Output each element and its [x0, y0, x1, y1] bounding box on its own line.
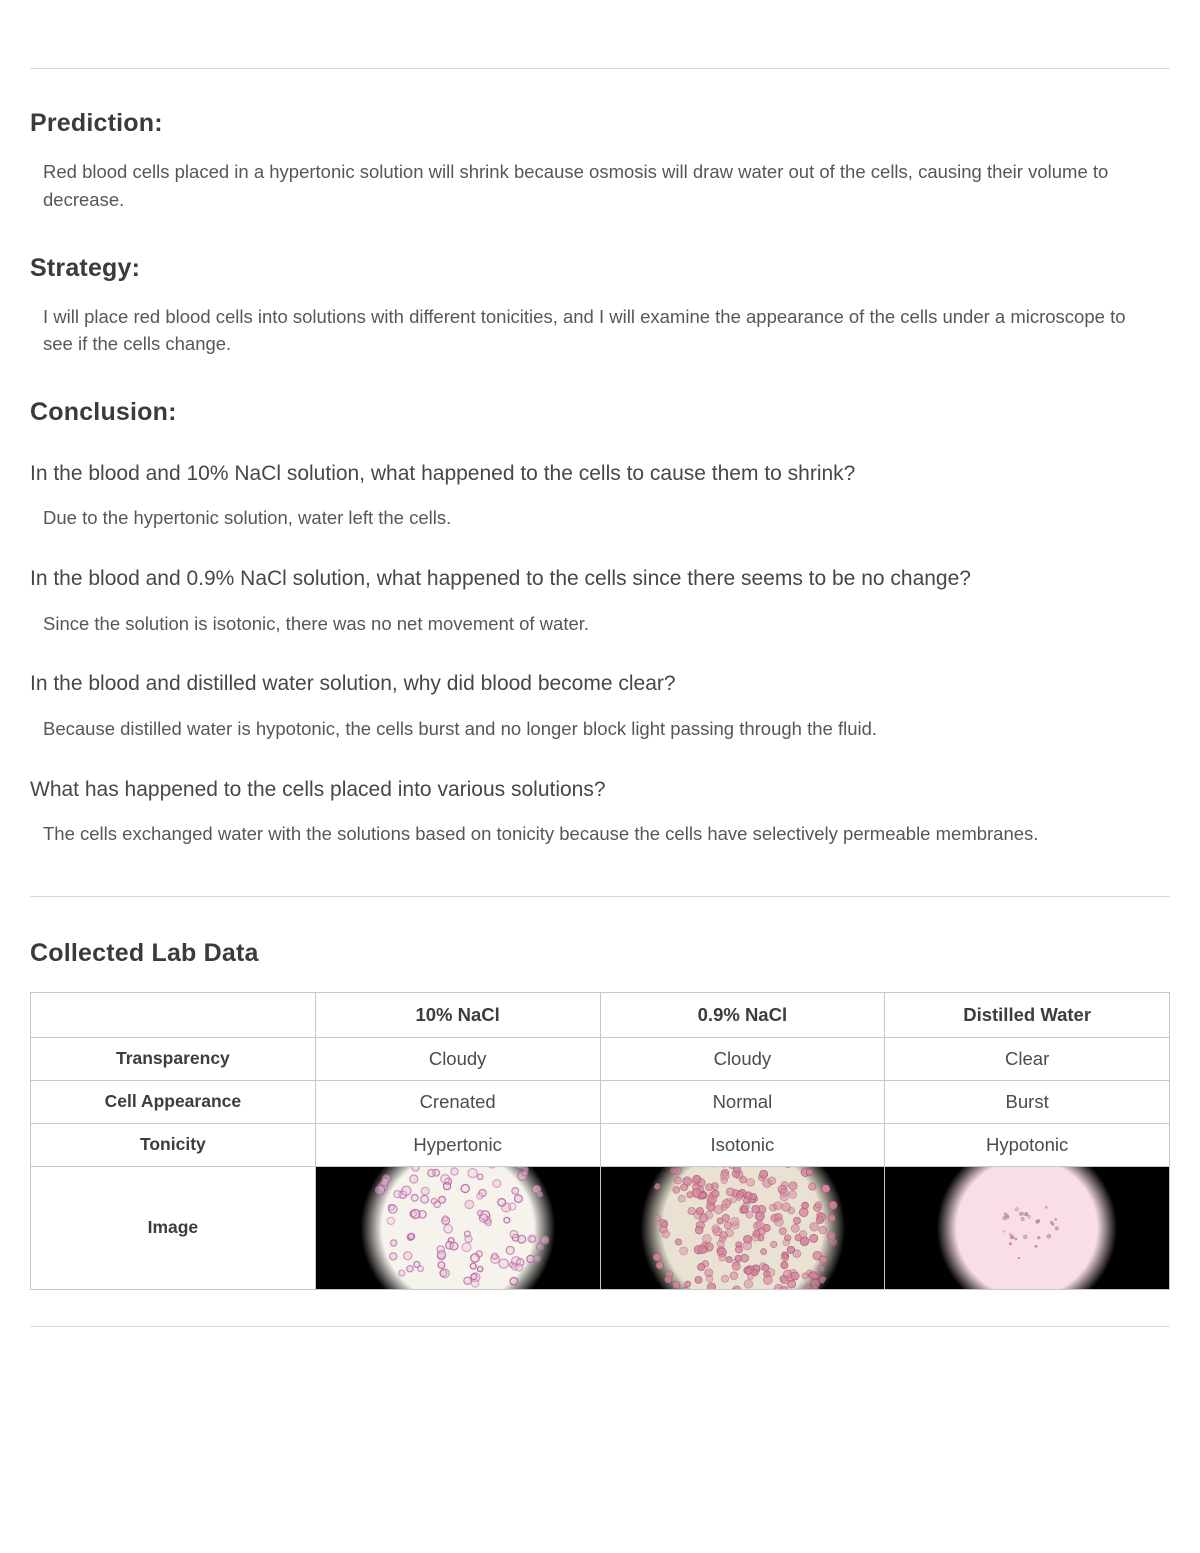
answer-1: Due to the hypertonic solution, water left the cells. [43, 507, 452, 529]
question-4: What has happened to the cells placed into various solutions? [30, 777, 606, 801]
tonicity-09-nacl: Isotonic [600, 1123, 885, 1166]
table-row-image [31, 1166, 1170, 1289]
qa-item-1 [30, 459, 1170, 532]
section-prediction [30, 109, 1170, 214]
qa-item-3 [30, 669, 1170, 742]
question-1: In the blood and 10% NaCl solution, what happened to the cells to cause them to shrink? [30, 462, 856, 485]
qa-item-4 [30, 775, 1170, 848]
col-header-09-nacl: 0.9% NaCl [600, 992, 885, 1037]
row-label-image: Image [31, 1166, 316, 1289]
section-strategy [30, 254, 1170, 359]
microscope-image-10-nacl [315, 1166, 600, 1289]
table-row-cell-appearance [31, 1080, 1170, 1123]
answer-3: Because distilled water is hypotonic, the cells burst and no longer block light passing through the fluid. [43, 717, 878, 739]
table-header-row [31, 992, 1170, 1037]
conclusion-heading: Conclusion: [30, 398, 177, 426]
col-header-distilled-water: Distilled Water [885, 992, 1170, 1037]
row-label-transparency: Transparency [31, 1037, 316, 1080]
strategy-text: I will place red blood cells into solutions with different tonicities, and I will examine the appearance of the cells under a microscope to see if the cells change. [43, 305, 1126, 355]
question-2: In the blood and 0.9% NaCl solution, what happened to the cells since there seems to be no change? [30, 567, 971, 591]
tonicity-10-nacl: Hypertonic [315, 1123, 600, 1166]
cell-appearance-09-nacl: Normal [600, 1080, 885, 1123]
question-3: In the blood and distilled water solution, why did blood become clear? [30, 672, 676, 696]
prediction-text: Red blood cells placed in a hypertonic solution will shrink because osmosis will draw water out of the cells, causing their volume to decrease. [43, 161, 1109, 210]
row-label-tonicity: Tonicity [31, 1123, 316, 1166]
col-header-blank [31, 992, 316, 1037]
transparency-10-nacl: Cloudy [315, 1037, 600, 1080]
section-collected-lab-data [30, 939, 1170, 1290]
answer-2: Since the solution is isotonic, there was no net movement of water. [43, 612, 590, 634]
col-header-10-nacl: 10% NaCl [315, 992, 600, 1037]
lab-data-table [30, 992, 1170, 1290]
transparency-distilled-water: Clear [885, 1037, 1170, 1080]
cell-appearance-10-nacl: Crenated [315, 1080, 600, 1123]
cell-appearance-distilled-water: Burst [885, 1080, 1170, 1123]
section-conclusion [30, 398, 1170, 848]
top-divider [30, 68, 1170, 69]
microscope-image-09-nacl [600, 1166, 885, 1289]
qa-item-2 [30, 564, 1170, 637]
microscope-image-distilled-water [885, 1166, 1170, 1289]
bottom-divider [30, 1326, 1170, 1327]
strategy-heading: Strategy: [30, 253, 141, 282]
collected-lab-data-heading: Collected Lab Data [30, 938, 259, 967]
answer-4: The cells exchanged water with the solutions based on tonicity because the cells have selectively permeable membranes. [43, 823, 1039, 844]
prediction-heading: Prediction: [30, 109, 163, 137]
table-row-tonicity [31, 1123, 1170, 1166]
tonicity-distilled-water: Hypotonic [885, 1123, 1170, 1166]
transparency-09-nacl: Cloudy [600, 1037, 885, 1080]
table-row-transparency [31, 1037, 1170, 1080]
mid-divider [30, 896, 1170, 897]
row-label-cell-appearance: Cell Appearance [31, 1080, 316, 1123]
